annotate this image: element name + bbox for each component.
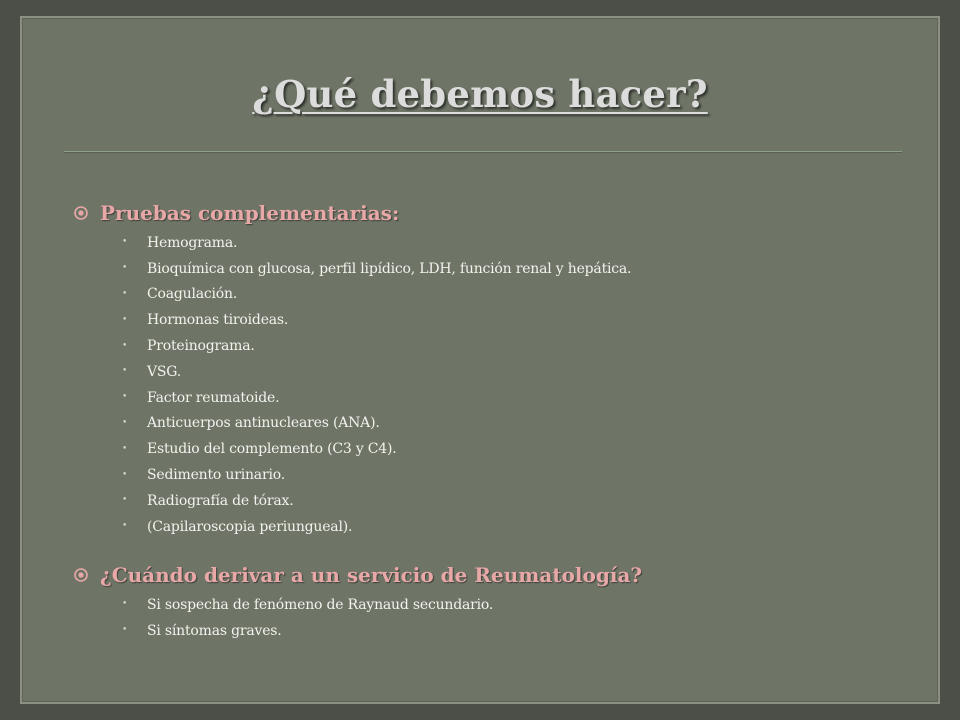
section-heading-text: ¿Cuándo derivar a un servicio de Reumatología? [100,563,643,587]
list-item [122,592,642,618]
list-item [122,385,631,411]
derivar-list [122,592,642,644]
list-item-text: Coagulación. [147,286,238,303]
dot-bullet-icon: • [122,599,128,610]
list-item [122,488,631,514]
dot-bullet-icon: • [122,625,128,636]
list-item-text: Si síntomas graves. [147,622,282,639]
list-item-text: (Capilaroscopia periungueal). [147,518,353,535]
list-item-text: Proteinograma. [147,338,255,355]
dot-bullet-icon: • [122,443,128,454]
target-bullet-icon [74,568,88,582]
dot-bullet-icon: • [122,263,128,274]
list-item-text: Sedimento urinario. [147,467,285,484]
pruebas-list [122,230,631,540]
section-heading [74,558,642,592]
target-bullet-icon [74,206,88,220]
dot-bullet-icon: • [122,366,128,377]
slide-title: ¿Qué debemos hacer? [252,72,708,116]
dot-bullet-icon: • [122,495,128,506]
dot-bullet-icon: • [122,340,128,351]
slide [20,16,940,704]
list-item-text: Hemograma. [147,234,238,251]
list-item [122,333,631,359]
title-divider [64,151,902,153]
section-heading-text: Pruebas complementarias: [100,201,400,225]
dot-bullet-icon: • [122,417,128,428]
list-item [122,256,631,282]
dot-bullet-icon: • [122,288,128,299]
list-item-text: Bioquímica con glucosa, perfil lipídico, LDH, función renal y hepática. [147,260,632,277]
list-item-text: Hormonas tiroideas. [147,312,289,329]
list-item-text: Anticuerpos antinucleares (ANA). [147,415,380,432]
list-item [122,514,631,540]
list-item [122,282,631,308]
dot-bullet-icon: • [122,237,128,248]
section-derivar [74,558,642,644]
dot-bullet-icon: • [122,521,128,532]
list-item-text: Radiografía de tórax. [147,492,294,509]
list-item [122,618,642,644]
dot-bullet-icon: • [122,469,128,480]
list-item [122,359,631,385]
list-item-text: Si sospecha de fenómeno de Raynaud secundario. [147,596,494,613]
list-item-text: VSG. [147,363,182,380]
list-item [122,436,631,462]
list-item [122,230,631,256]
list-item-text: Factor reumatoide. [147,389,280,406]
dot-bullet-icon: • [122,392,128,403]
section-pruebas [74,196,631,540]
list-item [122,462,631,488]
section-heading [74,196,631,230]
list-item [122,307,631,333]
list-item [122,411,631,437]
dot-bullet-icon: • [122,314,128,325]
list-item-text: Estudio del complemento (C3 y C4). [147,441,397,458]
